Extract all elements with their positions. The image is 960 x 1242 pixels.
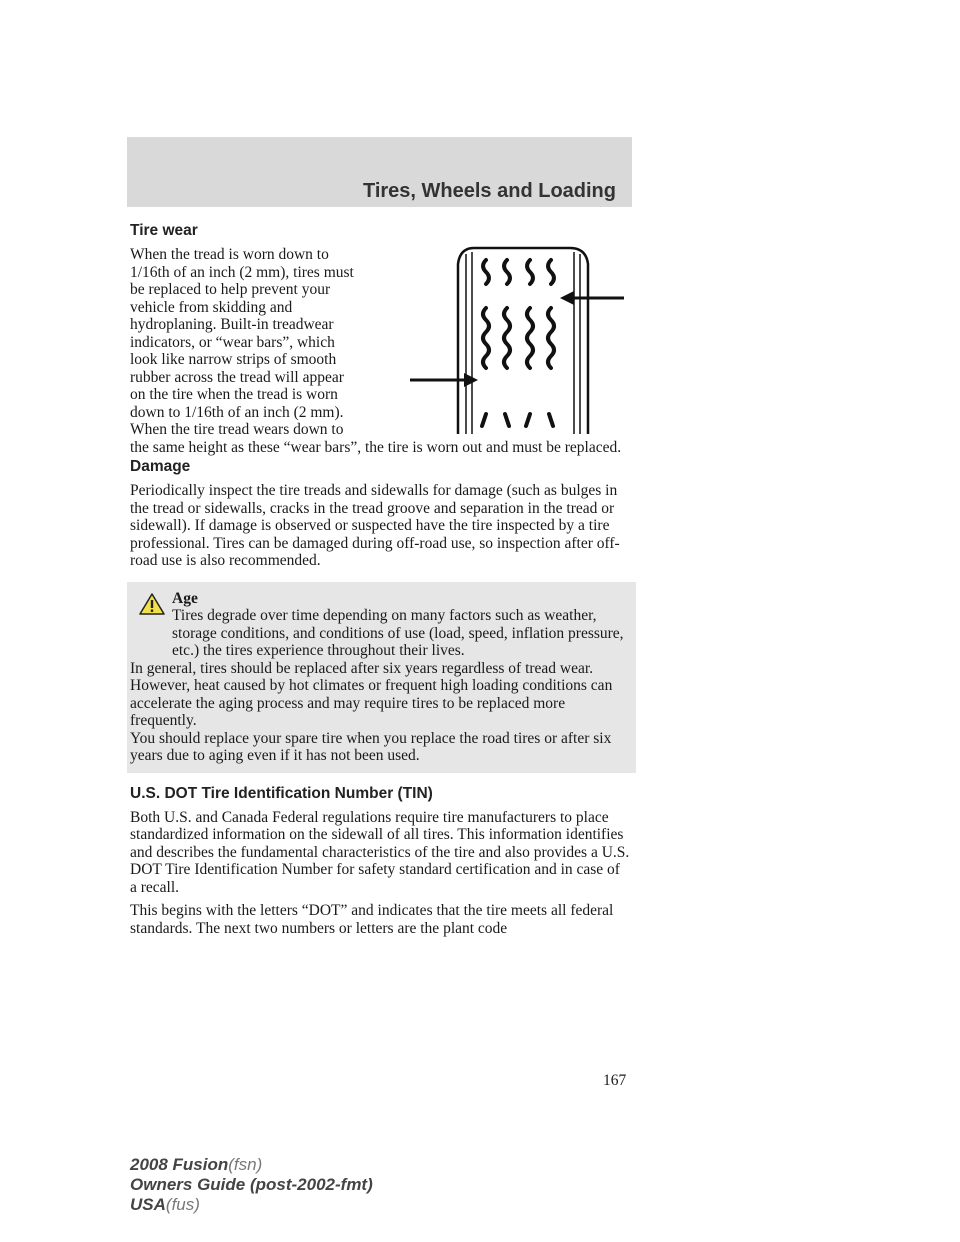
tire-wear-heading: Tire wear xyxy=(130,222,198,239)
damage-section xyxy=(130,458,630,570)
page-number: 167 xyxy=(603,1072,627,1089)
damage-heading: Damage xyxy=(130,458,191,475)
age-warning-box xyxy=(127,582,636,773)
footer-guide: Owners Guide (post-2002-fmt) xyxy=(130,1175,373,1194)
tire-wear-line: down to 1/16th of an inch (2 mm). xyxy=(130,403,344,421)
dot-tin-paragraph: This begins with the letters “DOT” and indicates that the tire meets all federal standards. The next two numbers or letters are the plant code xyxy=(130,902,614,937)
tire-wear-line: be replaced to help prevent your xyxy=(130,281,331,298)
header-band xyxy=(127,137,632,207)
tire-wear-line: indicators, or “wear bars”, which xyxy=(130,333,335,351)
tire-wear-line: hydroplaning. Built-in treadwear xyxy=(130,316,334,333)
tire-tread-figure xyxy=(410,246,630,434)
footer-region: USA xyxy=(130,1195,166,1214)
page-content xyxy=(130,222,630,937)
warning-paragraph: You should replace your spare tire when you replace the road tires or after six years due to aging even if it has not been used. xyxy=(130,729,612,764)
footer-region-code: (fus) xyxy=(165,1195,200,1214)
tire-wear-line: on the tire when the tread is worn xyxy=(130,386,338,403)
damage-text: Periodically inspect the tire treads and sidewalls for damage (such as bulges in the tread or sidewalls, cracks in the tread groove and separation in the tread or sidewall). If damage is observed or suspected have the tire inspected by a tire professional. Tires can be damaged during off-road use, so inspection after off-road use is also recommended. xyxy=(130,482,620,569)
section-title: Tires, Wheels and Loading xyxy=(362,180,616,202)
warning-paragraph: Tires degrade over time depending on many factors such as weather, storage conditions, and conditions of use (load, speed, inflation pressure, etc.) the tires experience throughout their lives. xyxy=(172,607,624,659)
tire-wear-line: 1/16th of an inch (2 mm), tires must xyxy=(130,263,354,281)
tire-wear-line: vehicle from skidding and xyxy=(130,298,293,316)
document-footer xyxy=(130,1155,373,1215)
footer-model-code: (fsn) xyxy=(228,1155,263,1174)
tire-wear-line: rubber across the tread will appear xyxy=(130,368,344,386)
dot-tin-section xyxy=(130,785,630,938)
dot-tin-heading: U.S. DOT Tire Identification Number (TIN) xyxy=(130,784,433,802)
tire-wear-line: When the tire tread wears down to xyxy=(130,421,344,438)
warning-title: Age xyxy=(172,589,198,607)
footer-model: 2008 Fusion xyxy=(130,1155,229,1174)
warning-triangle-icon xyxy=(139,592,165,616)
tire-wear-line: When the tread is worn down to xyxy=(130,246,329,263)
warning-paragraph: In general, tires should be replaced after six years regardless of tread wear. However, heat caused by hot climates or frequent high loading conditions can accelerate the aging process and may require tires to be replaced more frequently. xyxy=(130,659,613,729)
tire-wear-text-continued: the same height as these “wear bars”, the tire is worn out and must be replaced. xyxy=(130,438,622,456)
tire-wear-section xyxy=(130,222,630,456)
dot-tin-paragraph: Both U.S. and Canada Federal regulations require tire manufacturers to place standardized information on the sidewall of all tires. This information identifies and describes the fundamental characteristics of the tire and also provides a U.S. DOT Tire Identification Number for safety standard certification and in case of a recall. xyxy=(130,808,630,896)
tire-wear-line: look like narrow strips of smooth xyxy=(130,351,337,368)
tire-wear-wrapped-text xyxy=(130,246,385,439)
